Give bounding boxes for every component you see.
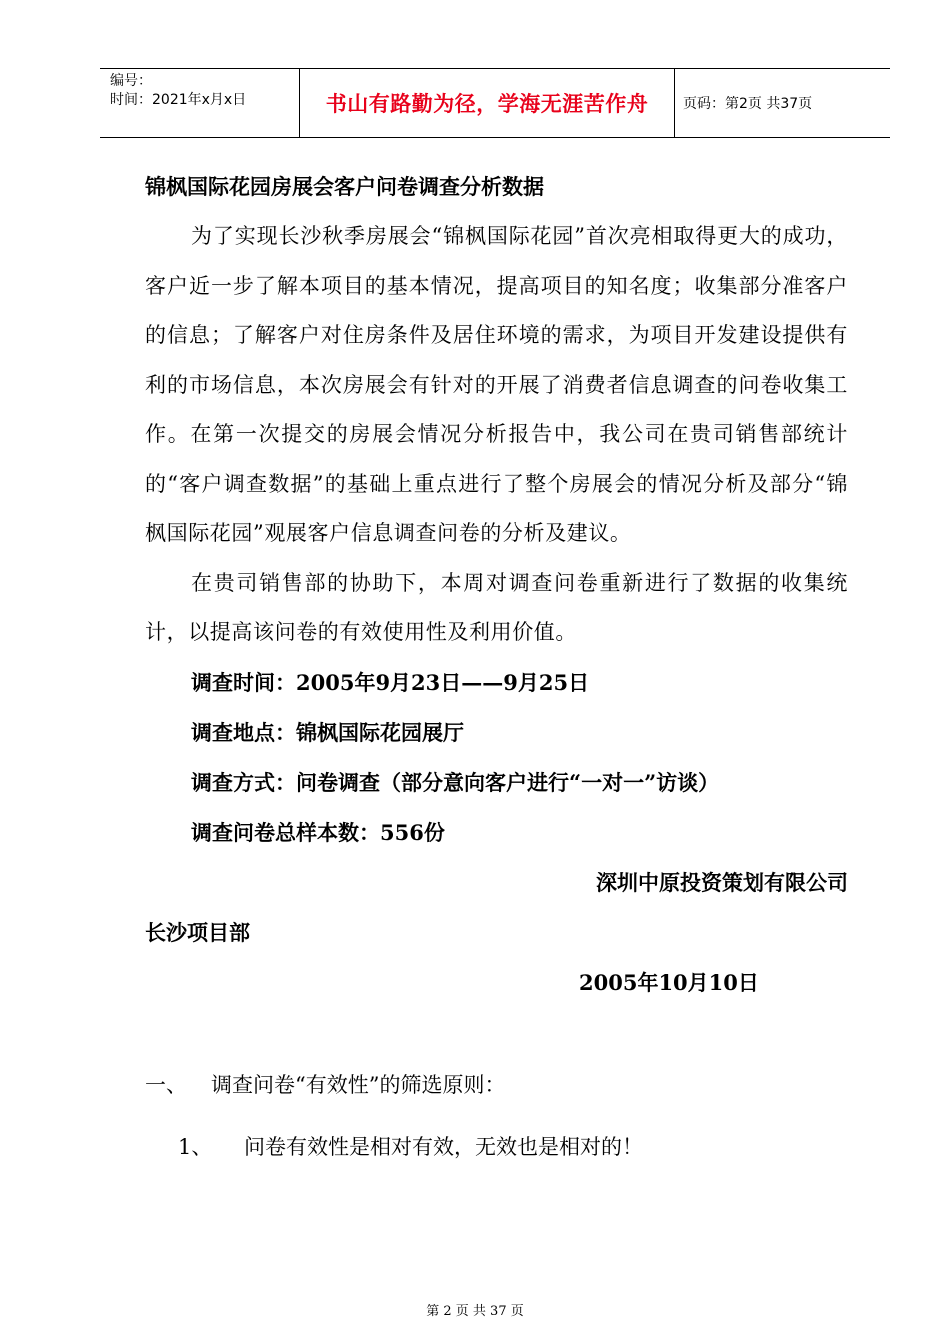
department-signature: 长沙项目部 [145, 919, 250, 945]
section-number: 一、 [145, 1072, 187, 1097]
subsection-number: 1、 [178, 1134, 213, 1159]
company-signature: 深圳中原投资策划有限公司 [596, 869, 848, 895]
second-paragraph: 在贵司销售部的协助下，本周对调查问卷重新进行了数据的收集统计，以提高该问卷的有效使用性及利用价值。 [145, 570, 848, 644]
intro-paragraph: 为了实现长沙秋季房展会“锦枫国际花园”首次亮相取得更大的成功，客户近一步了解本项目的基本情况，提高项目的知名度；收集部分准客户的信息；了解客户对住房条件及居住环境的需求，为项目开发建设提供有利的市场信息，本次房展会有针对的开展了消费者信息调查的问卷收集工作。在第一次提交的房展会情况分析报告中，我公司在贵司销售部统计的“客户调查数据”的基础上重点进行了整个房展会的情况分析及部分“锦枫国际花园”观展客户信息调查问卷的分析及建议。 [145, 224, 848, 545]
survey-place: 调查地点：锦枫国际花园展厅 [191, 719, 464, 745]
subsection-item [145, 1122, 848, 1172]
survey-method: 调查方式：问卷调查（部分意向客户进行“一对一”访谈） [191, 769, 720, 795]
header-motto: 书山有路勤为径，学海无涯苦作舟 [300, 69, 675, 137]
header-time-label: 时间：2021年x月x日 [110, 92, 247, 108]
header-page-info: 页码：第2页 共37页 [683, 96, 813, 112]
subsection-text: 问卷有效性是相对有效，无效也是相对的！ [244, 1134, 643, 1159]
header-number-label: 编号： [110, 73, 152, 89]
section-heading [145, 1060, 848, 1110]
survey-time: 调查时间：2005年9月23日——9月25日 [191, 669, 590, 695]
section-title: 调查问卷“有效性”的筛选原则： [211, 1072, 506, 1097]
document-date: 2005年10月10日 [579, 969, 759, 995]
header-meta [100, 69, 300, 137]
document-body [145, 162, 848, 1172]
page-header [100, 68, 890, 138]
page-footer: 第 2 页 共 37 页 [426, 1304, 524, 1319]
sample-size: 调查问卷总样本数：556份 [191, 819, 445, 845]
document-title: 锦枫国际花园房展会客户问卷调查分析数据 [145, 174, 544, 199]
